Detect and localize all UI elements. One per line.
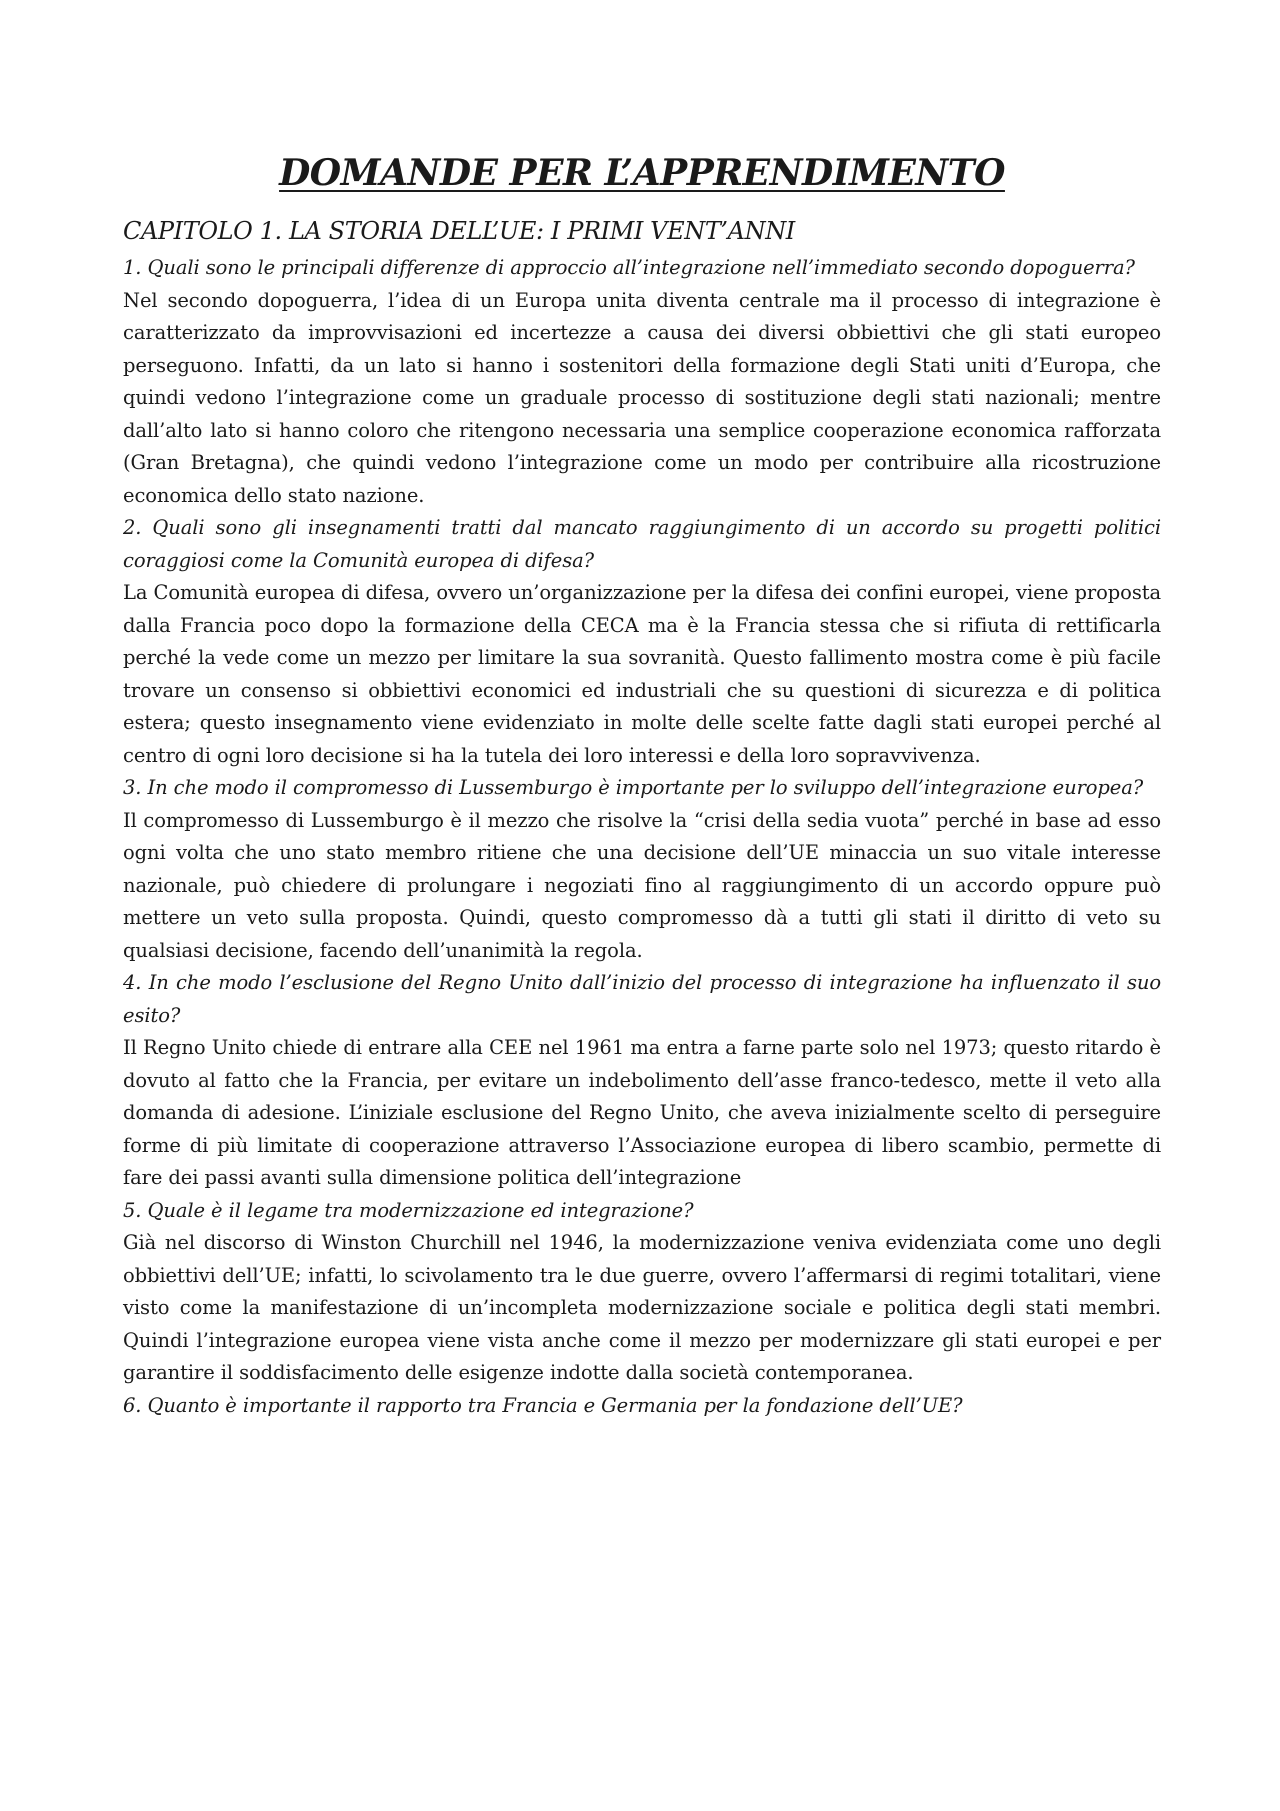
answer-2: La Comunità europea di difesa, ovvero un’organizzazione per la difesa dei confini europei, viene proposta dalla Francia poco dopo la formazione della CECA ma è la Francia stessa che si rifiuta di rettificarla perché la vede come un mezzo per limitare la sua sovranità. Questo fallimento mostra come è più facile trovare un consenso si obbiettivi economici ed industriali che su questioni di sicurezza e di politica estera; questo insegnamento viene evidenziato in molte delle scelte fatte dagli stati europei perché al centro di ogni loro decisione si ha la tutela dei loro interessi e della loro sopravvivenza. bbox=[123, 581, 1161, 767]
question-2: 2. Quali sono gli insegnamenti tratti dal mancato raggiungimento di un accordo su progetti politici coraggiosi come la Comunità europea di difesa? bbox=[123, 516, 1161, 572]
answer-5: Già nel discorso di Winston Churchill nel 1946, la modernizzazione veniva evidenziata come uno degli obbiettivi dell’UE; infatti, lo scivolamento tra le due guerre, ovvero l’affermarsi di regimi totalitari, viene visto come la manifestazione di un’incompleta modernizzazione sociale e politica degli stati membri. Quindi l’integrazione europea viene vista anche come il mezzo per modernizzare gli stati europei e per garantire il soddisfacimento delle esigenze indotte dalla società contemporanea. bbox=[123, 1231, 1161, 1384]
chapter-title: CAPITOLO 1. LA STORIA DELL’UE: I PRIMI VENT’ANNI bbox=[123, 217, 795, 245]
qa-item-3 bbox=[123, 772, 1161, 967]
question-5: 5. Quale è il legame tra modernizzazione ed integrazione? bbox=[123, 1198, 694, 1222]
question-1: 1. Quali sono le principali differenze di approccio all’integrazione nell’immediato secondo dopoguerra? bbox=[123, 256, 1135, 279]
qa-item-6 bbox=[123, 1390, 1161, 1423]
question-3: 3. In che modo il compromesso di Lussemburgo è importante per lo sviluppo dell’integrazione europea? bbox=[123, 776, 1144, 799]
qa-item-4 bbox=[123, 967, 1161, 1195]
document-title: DOMANDE PER L’APPRENDIMENTO bbox=[279, 152, 1005, 194]
qa-item-1 bbox=[123, 252, 1161, 512]
qa-item-5 bbox=[123, 1195, 1161, 1390]
answer-3: Il compromesso di Lussemburgo è il mezzo che risolve la “crisi della sedia vuota” perché in base ad esso ogni volta che uno stato membro ritiene che una decisione dell’UE minaccia un suo vitale interesse nazionale, può chiedere di prolungare i negoziati fino al raggiungimento di un accordo oppure può mettere un veto sulla proposta. Quindi, questo compromesso dà a tutti gli stati il diritto di veto su qualsiasi decisione, facendo dell’unanimità la regola. bbox=[123, 808, 1161, 962]
answer-4: Il Regno Unito chiede di entrare alla CEE nel 1961 ma entra a farne parte solo nel 1973; questo ritardo è dovuto al fatto che la Francia, per evitare un indebolimento dell’asse franco-tedesco, mette il veto alla domanda di adesione. L’iniziale esclusione del Regno Unito, che aveva inizialmente scelto di perseguire forme di più limitate di cooperazione attraverso l’Associazione europea di libero scambio, permette di fare dei passi avanti sulla dimensione politica dell’integrazione bbox=[123, 1036, 1161, 1189]
question-4: 4. In che modo l’esclusione del Regno Unito dall’inizio del processo di integrazione ha influenzato il suo esito? bbox=[123, 971, 1161, 1027]
answer-1: Nel secondo dopoguerra, l’idea di un Europa unita diventa centrale ma il processo di integrazione è caratterizzato da improvvisazioni ed incertezze a causa dei diversi obbiettivi che gli stati europeo perseguono. Infatti, da un lato si hanno i sostenitori della formazione degli Stati uniti d’Europa, che quindi vedono l’integrazione come un graduale processo di sostituzione degli stati nazionali; mentre dall’alto lato si hanno coloro che ritengono necessaria una semplice cooperazione economica rafforzata (Gran Bretagna), che quindi vedono l’integrazione come un modo per contribuire alla ricostruzione economica dello stato nazione. bbox=[123, 288, 1161, 507]
question-6: 6. Quanto è importante il rapporto tra Francia e Germania per la fondazione dell’UE? bbox=[123, 1393, 963, 1417]
qa-item-2 bbox=[123, 512, 1161, 772]
document-page bbox=[123, 150, 1161, 1422]
